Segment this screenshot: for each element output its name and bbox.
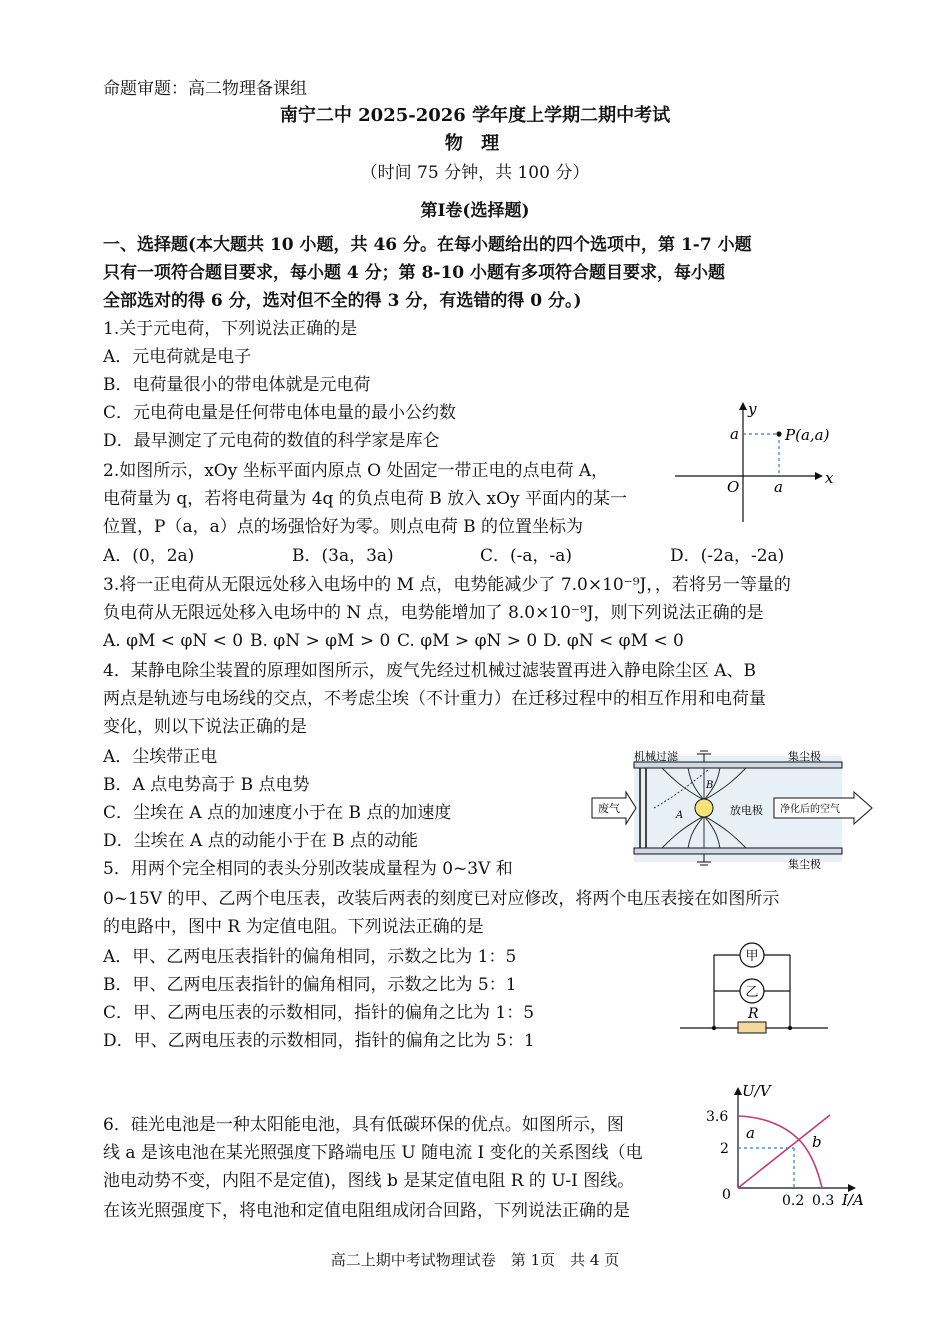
q2-stem-1: 2.如图所示，xOy 坐标平面内原点 O 处固定一带正电的点电荷 A，	[103, 461, 609, 481]
exam-title: 南宁二中 2025-2026 学年度上学期二期中考试	[279, 105, 671, 126]
q6-x-tick-2: 0.3	[812, 1193, 835, 1209]
part-title: 第Ⅰ卷(选择题)	[420, 201, 530, 221]
q5-option-b: B．甲、乙两电压表指针的偏角相同，示数之比为 5：1	[103, 975, 517, 995]
q6-x-axis-label: I/A	[842, 1191, 864, 1209]
setter-note: 命题审题：高二物理备课组	[103, 79, 307, 99]
q4-stem-2: 两点是轨迹与电场线的交点，不考虑尘埃（不计重力）在迁移过程中的相互作用和电荷量	[103, 689, 766, 709]
q4-precipitator-figure	[592, 748, 882, 873]
q5-circuit-figure	[680, 935, 830, 1033]
q1-stem: 1.关于元电荷，下列说法正确的是	[103, 319, 358, 339]
q6-x-tick-1: 0.2	[782, 1193, 805, 1209]
q4-option-a: A．尘埃带正电	[103, 747, 218, 767]
q3-option-d: D. φN < φM < 0	[543, 631, 684, 651]
page-footer: 高二上期中考试物理试卷 第 1页 共 4 页	[330, 1251, 620, 1269]
q2-coordinate-figure	[675, 400, 845, 525]
q6-stem-2: 线 a 是该电池在某光照强度下路端电压 U 随电流 I 变化的关系图线（电	[103, 1143, 643, 1163]
q4-collector-top-label: 集尘极	[788, 750, 821, 763]
q4-option-b: B．A 点电势高于 B 点电势	[103, 775, 310, 795]
section-instructions-3: 全部选对的得 6 分，选对但不全的得 3 分，有选错的得 0 分。)	[103, 291, 582, 311]
q4-discharge-label: 放电极	[730, 804, 763, 817]
q5-meter1-label: 甲	[745, 949, 759, 964]
q6-stem-1: 6．硅光电池是一种太阳能电池，具有低碳环保的优点。如图所示，图	[103, 1115, 624, 1135]
q6-ui-graph-figure	[702, 1083, 872, 1213]
subject-title: 物 理	[444, 133, 506, 154]
q5-stem-3: 的电路中，图中 R 为定值电阻。下列说法正确的是	[103, 917, 484, 937]
q4-stem-3: 变化，则以下说法正确的是	[103, 717, 307, 737]
q4-exhaust-label: 废气	[598, 802, 620, 815]
q5-stem-1: 5．用两个完全相同的表头分别改装成量程为 0~3V 和	[103, 859, 513, 879]
q6-curve-a-label: a	[746, 1124, 755, 1142]
q2-option-d: D．(-2a，-2a)	[670, 546, 785, 566]
q2-x-label: x	[825, 469, 834, 487]
q4-clean-air-label: 净化后的空气	[780, 804, 840, 815]
q6-curve-b-label: b	[812, 1133, 822, 1151]
q6-y-tick-high: 3.6	[706, 1109, 729, 1125]
q2-y-label: y	[748, 400, 757, 418]
q2-stem-2: 电荷量为 q，若将电荷量为 4q 的负点电荷 B 放入 xOy 平面内的某一	[103, 489, 628, 509]
q3-option-c: C. φM > φN > 0	[397, 631, 538, 651]
q4-point-b-label: B	[706, 780, 714, 791]
q2-a-x-label: a	[774, 478, 783, 496]
section-instructions-1: 一、选择题(本大题共 10 小题，共 46 分。在每小题给出的四个选项中，第 1-7 小题	[103, 235, 752, 255]
q1-option-d: D．最早测定了元电荷的数值的科学家是库仑	[103, 431, 440, 451]
q2-option-c: C．(-a，-a)	[480, 546, 573, 566]
q5-option-d: D．甲、乙两电压表的示数相同，指针的偏角之比为 5：1	[103, 1031, 535, 1051]
section-instructions-2: 只有一项符合题目要求，每小题 4 分；第 8-10 小题有多项符合题目要求，每小题	[103, 263, 726, 283]
q6-origin-label: 0	[722, 1187, 731, 1203]
q2-option-a: A．(0，2a)	[103, 546, 195, 566]
q5-stem-2: 0~15V 的甲、乙两个电压表，改装后两表的刻度已对应修改，将两个电压表接在如图所示	[103, 889, 780, 909]
q5-option-a: A．甲、乙两电压表指针的偏角相同，示数之比为 1：5	[103, 947, 517, 967]
q3-option-b: B. φN > φM > 0	[250, 631, 391, 651]
q4-filter-label: 机械过滤	[634, 750, 678, 763]
q3-option-a: A. φM < φN < 0	[103, 631, 244, 651]
q4-option-c: C．尘埃在 A 点的加速度小于在 B 点的加速度	[103, 803, 452, 823]
q3-stem-1: 3.将一正电荷从无限远处移入电场中的 M 点，电势能减少了 7.0×10⁻⁹J，，若将另一等量的	[103, 575, 791, 595]
q2-a-y-label: a	[730, 425, 739, 443]
q6-y-axis-label: U/V	[742, 1082, 771, 1100]
q4-stem-1: 4．某静电除尘装置的原理如图所示，废气先经过机械过滤装置再进入静电除尘区 A、B	[103, 661, 756, 681]
q2-origin-label: O	[727, 478, 740, 496]
q4-point-a-label: A	[676, 810, 684, 821]
q4-collector-bottom-label: 集尘极	[788, 858, 821, 871]
q6-stem-4: 在该光照强度下，将电池和定值电阻组成闭合回路，下列说法正确的是	[103, 1201, 630, 1221]
q3-stem-2: 负电荷从无限远处移入电场中的 N 点，电势能增加了 8.0×10⁻⁹J，则下列说法正确的是	[103, 603, 764, 623]
q1-option-c: C．元电荷电量是任何带电体电量的最小公约数	[103, 403, 457, 423]
q1-option-a: A．元电荷就是电子	[103, 347, 252, 367]
q6-y-tick-mid: 2	[720, 1141, 729, 1157]
q2-stem-3: 位置，P（a，a）点的场强恰好为零。则点电荷 B 的位置坐标为	[103, 517, 584, 537]
time-info: （时间 75 分钟，共 100 分）	[360, 163, 590, 183]
q5-option-c: C．甲、乙两电压表的示数相同，指针的偏角之比为 1：5	[103, 1003, 535, 1023]
q2-option-b: B．(3a，3a)	[292, 546, 394, 566]
q4-option-d: D．尘埃在 A 点的动能小于在 B 点的动能	[103, 831, 419, 851]
q2-point-label: P(a,a)	[785, 426, 830, 444]
q1-option-b: B．电荷量很小的带电体就是元电荷	[103, 375, 371, 395]
q5-resistor-label: R	[748, 1006, 759, 1022]
q5-meter2-label: 乙	[745, 985, 759, 1000]
q6-stem-3: 池电动势不变，内阻不是定值)，图线 b 是某定值电阻 R 的 U-I 图线。	[103, 1171, 635, 1191]
